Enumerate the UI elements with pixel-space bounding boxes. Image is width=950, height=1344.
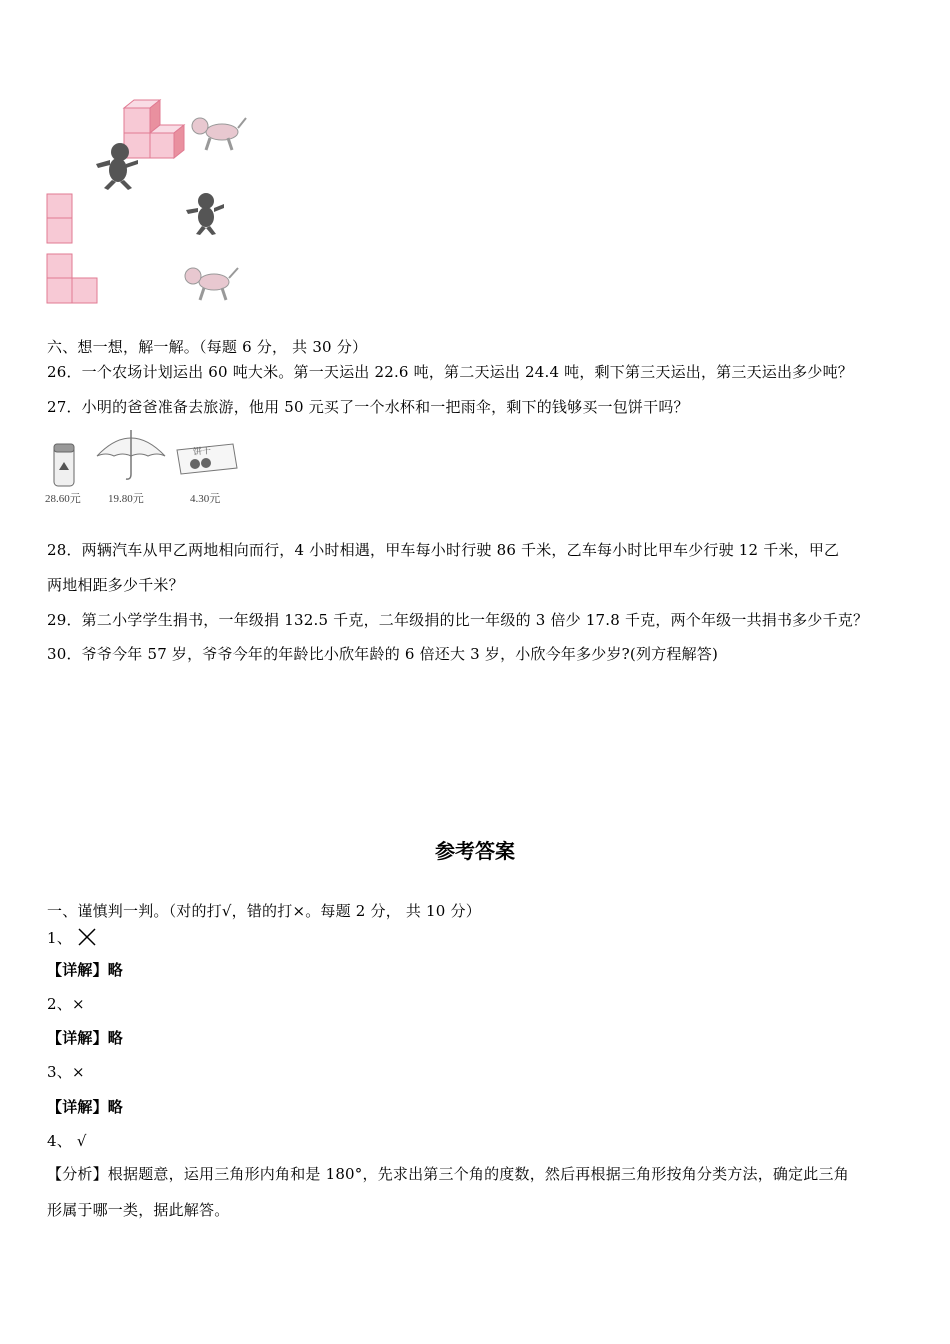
- detail-1: 【详解】略: [47, 961, 124, 979]
- answer-3: 3、×: [47, 1063, 85, 1081]
- umbrella-price: 19.80元: [108, 493, 144, 505]
- cross-mark-icon: [77, 928, 97, 946]
- analysis-line2: 形属于哪一类，据此解答。: [47, 1201, 230, 1219]
- question-28-line1: 28．两辆汽车从甲乙两地相向而行，4 小时相遇，甲车每小时行驶 86 千米，乙车每小时比甲车少行驶 12 千米，甲乙: [47, 541, 840, 559]
- question-29: 29．第二小学学生捐书，一年级捐 132.5 千克，二年级捐的比一年级的 3 倍少 17.8 千克，两个年级一共捐书多少千克？: [47, 611, 869, 629]
- detail-2: 【详解】略: [47, 1029, 124, 1047]
- analysis-line1: 【分析】根据题意，运用三角形内角和是 180°，先求出第三个角的度数，然后再根据三角形按角分类方法，确定此三角: [47, 1165, 849, 1183]
- question-28-line2: 两地相距多少千米？: [47, 576, 184, 594]
- cup-icon: [50, 440, 80, 490]
- stacked-cubes: [124, 100, 184, 158]
- section6-heading: 六、想一想，解一解。（每题 6 分， 共 30 分）: [47, 338, 368, 356]
- biscuit-price: 4.30元: [190, 493, 221, 505]
- dog-icon: [185, 268, 238, 300]
- view-l-shape: [47, 254, 97, 303]
- cup-price: 28.60元: [45, 493, 81, 505]
- answers-title: 参考答案: [435, 839, 515, 863]
- detail-3: 【详解】略: [47, 1098, 124, 1116]
- answer-1-label: 1、: [47, 929, 72, 947]
- answers-section1-heading: 一、谨慎判一判。（对的打√，错的打×。每题 2 分， 共 10 分）: [47, 902, 481, 920]
- umbrella-icon: [95, 426, 167, 482]
- answer-2: 2、×: [47, 995, 85, 1013]
- biscuit-pack-label: 饼干: [192, 446, 212, 458]
- dog-icon: [192, 118, 246, 150]
- question-27: 27．小明的爸爸准备去旅游，他用 50 元买了一个水杯和一把雨伞，剩下的钱够买一包饼干吗？: [47, 398, 689, 416]
- question-30: 30．爷爷今年 57 岁，爷爷今年的年龄比小欣年龄的 6 倍还大 3 岁，小欣今年多少岁?(列方程解答): [47, 645, 719, 663]
- cube-figure: [0, 0, 300, 320]
- question-26: 26．一个农场计划运出 60 吨大米。第一天运出 22.6 吨，第二天运出 24.4 吨，剩下第三天运出，第三天运出多少吨？: [47, 363, 853, 381]
- answer-1: [47, 927, 97, 948]
- answer-4: 4、 √: [47, 1132, 87, 1150]
- monkey-icon: [186, 193, 224, 235]
- view-two-stacked: [47, 194, 72, 243]
